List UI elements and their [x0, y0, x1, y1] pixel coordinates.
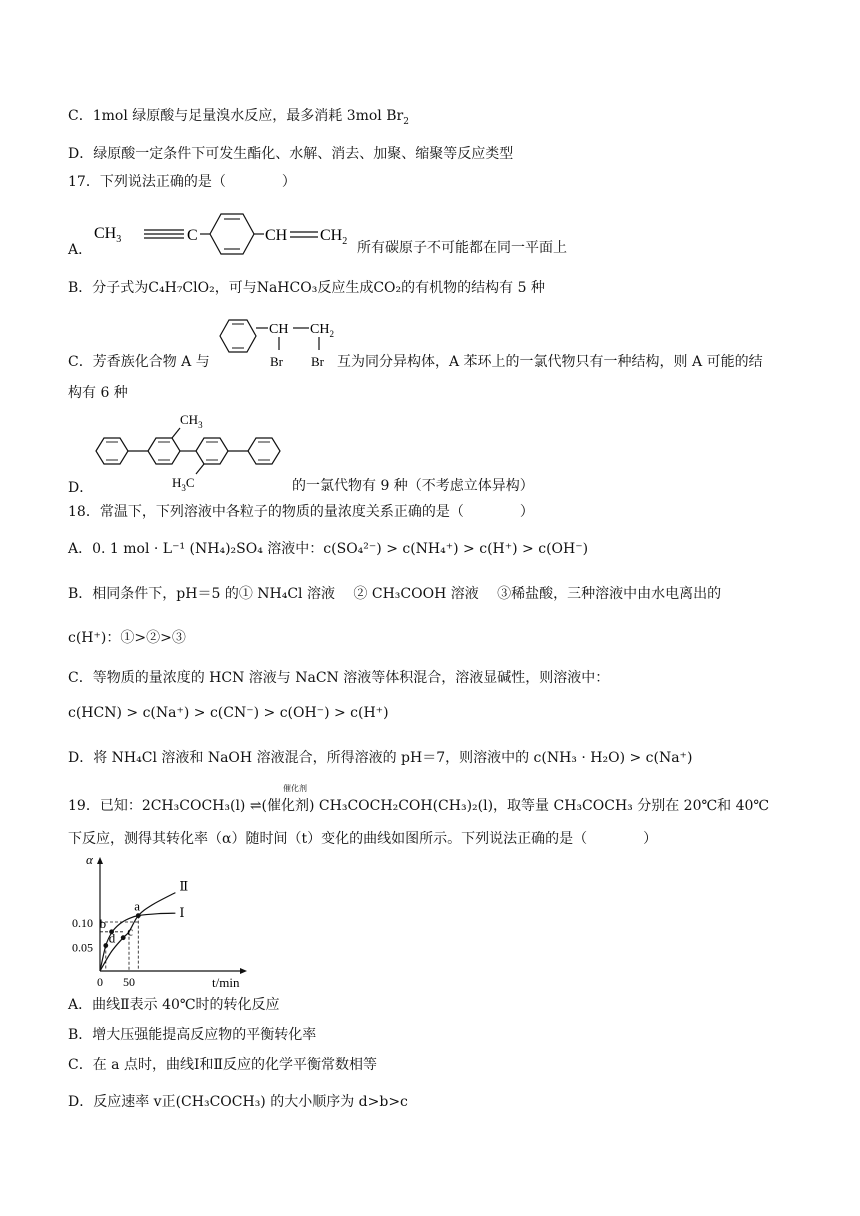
q19-option-b: B．增大压强能提高反应物的平衡转化率	[68, 1027, 317, 1043]
q16-option-c-sub: 2	[403, 116, 409, 127]
q17-stem: 17．下列说法正确的是（ ）	[68, 174, 296, 190]
q17-option-c-label: C．芳香族化合物 A 与	[68, 354, 210, 370]
y-tick-label: 0.10	[72, 916, 93, 930]
series-label: Ⅰ	[179, 905, 185, 921]
q16-option-c-text: C．1mol 绿原酸与足量溴水反应，最多消耗 3mol Br	[68, 108, 404, 124]
q19-option-a: A．曲线Ⅱ表示 40℃时的转化反应	[68, 997, 280, 1013]
point-label: d	[108, 930, 116, 946]
svg-text:H3C: $H_3C$	[172, 475, 195, 492]
q17-option-b: B．分子式为C₄H₇ClO₂，可与NaHCO₃反应生成CO₂的有机物的结构有 5 种	[68, 280, 545, 296]
q19-option-c: C．在 a 点时，曲线Ⅰ和Ⅱ反应的化学平衡常数相等	[68, 1057, 378, 1073]
q16-option-c	[68, 106, 409, 126]
q17-option-a-text: 所有碳原子不可能都在同一平面上	[357, 240, 567, 256]
q19-stem: 19．已知：2CH₃COCH₃(l) ⇌(催化剂) CH₃COCH₂COH(CH₃)₂(l)，取等量 CH₃COCH₃ 分别在 20℃和 40℃	[68, 798, 770, 814]
q18-option-c: C．等物质的量浓度的 HCN 溶液与 NaCN 溶液等体积混合，溶液显碱性，则溶液中：	[68, 670, 610, 686]
svg-text:CH: CH	[265, 227, 288, 244]
point-c	[121, 935, 126, 940]
q18-option-b: B．相同条件下，pH＝5 的① NH₄Cl 溶液 ② CH₃COOH 溶液 ③稀盐酸，三种溶液中由水电离出的	[68, 586, 722, 602]
q18-stem: 18．常温下，下列溶液中各粒子的物质的量浓度关系正确的是（ ）	[68, 504, 534, 520]
q17-option-c-text2: 构有 6 种	[68, 385, 128, 401]
q17-c-structure	[216, 310, 346, 370]
svg-text:CH2: $CH_2$	[320, 227, 348, 247]
point-a	[136, 913, 141, 918]
svg-text:C: C	[187, 227, 198, 244]
q19-option-d: D．反应速率 v正(CH₃COCH₃) 的大小顺序为 d>b>c	[68, 1094, 408, 1110]
q17-option-a-label: A．	[68, 242, 93, 258]
q17-option-c-text: 互为同分异构体，A 苯环上的一氯代物只有一种结构，则 A 可能的结	[337, 354, 763, 370]
point-label: b	[99, 915, 107, 931]
x-axis-arrow	[240, 968, 247, 974]
y-axis-arrow	[97, 857, 103, 864]
q16-option-d: D．绿原酸一定条件下可发生酯化、水解、消去、加聚、缩聚等反应类型	[68, 146, 514, 162]
q18-option-d: D．将 NH₄Cl 溶液和 NaOH 溶液混合，所得溶液的 pH＝7，则溶液中的 c(NH₃ · H₂O) > c(Na⁺)	[68, 750, 693, 766]
svg-text:CH3: $CH_3$	[94, 225, 122, 245]
x-axis-label: t/min	[212, 975, 240, 990]
q17-a-structure	[92, 203, 362, 255]
point-label: c	[127, 923, 133, 939]
q17-option-d-text: 的一氯代物有 9 种（不考虑立体异构）	[292, 478, 534, 494]
q18-option-b-line2: c(H⁺)：①>②>③	[68, 630, 186, 646]
x-tick-label: 50	[123, 975, 135, 989]
q18-option-c-line2: c(HCN) > c(Na⁺) > c(CN⁻) > c(OH⁻) > c(H⁺)	[68, 705, 389, 721]
point-d	[103, 943, 108, 948]
svg-text:CH2: $CH_2$	[310, 322, 334, 339]
x-tick-label: 0	[97, 975, 103, 989]
q19-catalyst-label: 催化剂	[283, 784, 307, 793]
series-label: Ⅱ	[179, 878, 189, 894]
svg-text:CH: CH	[269, 322, 289, 337]
q18-option-a: A．0. 1 mol · L⁻¹ (NH₄)₂SO₄ 溶液中：c(SO₄²⁻) > c(NH₄⁺) > c(H⁺) > c(OH⁻)	[68, 541, 589, 557]
q19-stem-line2: 下反应，测得其转化率（α）随时间（t）变化的曲线如图所示。下列说法正确的是（ ）	[68, 831, 658, 847]
svg-text:Br: Br	[311, 354, 324, 369]
conversion-chart	[66, 852, 256, 992]
y-axis-label: α	[86, 852, 93, 867]
svg-text:Br: Br	[270, 354, 283, 369]
svg-text:CH3: $CH_3$	[180, 412, 203, 430]
point-label: a	[134, 898, 141, 914]
y-tick-label: 0.05	[72, 940, 93, 955]
q17-d-structure	[92, 408, 292, 492]
q17-option-d-label: D．	[68, 480, 94, 496]
